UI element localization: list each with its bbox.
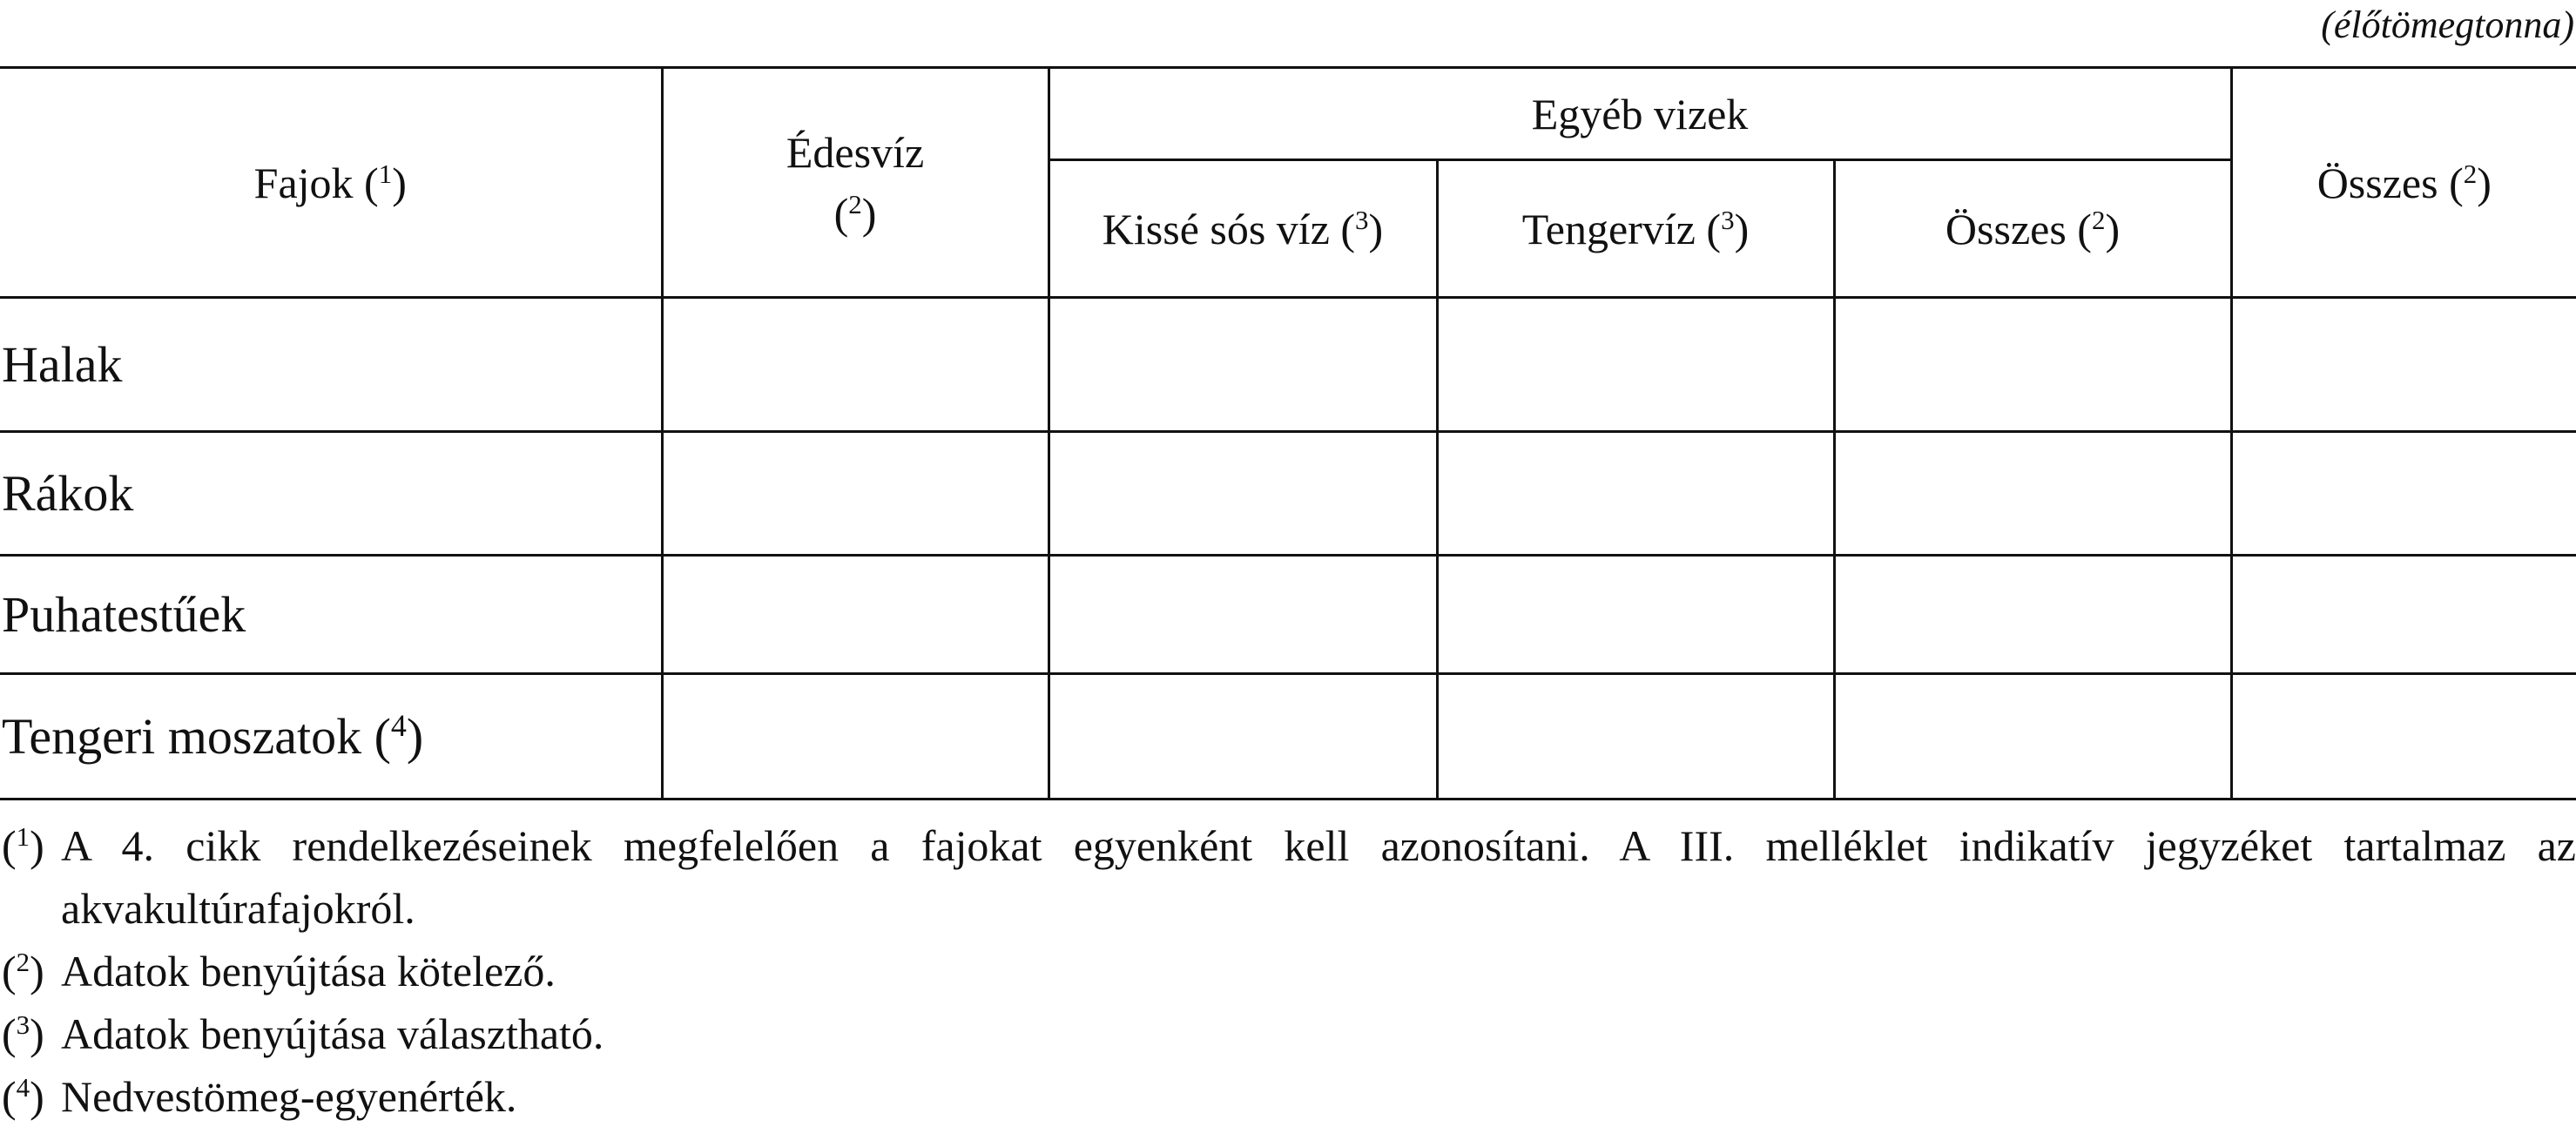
header-freshwater: Édesvíz ($^2$) bbox=[662, 68, 1049, 298]
row-label-text: Rákok bbox=[2, 465, 134, 522]
header-brackish-ref: 3 bbox=[1355, 204, 1369, 235]
footnote-1 bbox=[0, 814, 2576, 940]
footnote-num-sup: 3 bbox=[16, 1009, 30, 1040]
table-row bbox=[0, 674, 2576, 800]
header-total-ref: 2 bbox=[2463, 158, 2478, 189]
aquaculture-production-table bbox=[0, 66, 2576, 800]
table-cell bbox=[2231, 674, 2576, 800]
header-brackish: Kissé sós víz ($^3$) bbox=[1049, 160, 1437, 298]
row-label-text: Tengeri moszatok bbox=[2, 708, 362, 765]
footnote-text: A 4. cikk rendelkezéseinek megfelelően a fajokat egyenként kell azonosítani. A III. melléklet indikatív jegyzéket tartalmaz az akvakultúrafajokról. bbox=[61, 821, 2576, 933]
header-species-ref: 1 bbox=[378, 158, 393, 189]
header-species-label: Fajok bbox=[253, 158, 354, 207]
header-marine: Tengervíz ($^3$) bbox=[1437, 160, 1834, 298]
footnote-number: ($^1$) bbox=[2, 820, 44, 870]
table-cell bbox=[662, 556, 1049, 674]
row-label-fish bbox=[0, 298, 662, 432]
row-label-crustaceans bbox=[0, 432, 662, 556]
table-row bbox=[0, 298, 2576, 432]
header-freshwater-label: Édesvíz bbox=[786, 127, 925, 177]
header-marine-ref: 3 bbox=[1721, 204, 1735, 235]
table-cell bbox=[1437, 674, 1834, 800]
table-cell bbox=[1049, 674, 1437, 800]
header-other-waters-label: Egyéb vizek bbox=[1531, 89, 1749, 138]
table-row bbox=[0, 556, 2576, 674]
unit-label: (élőtömegtonna) bbox=[2321, 3, 2574, 46]
table-cell bbox=[1834, 556, 2231, 674]
footnote-4 bbox=[0, 1065, 2576, 1128]
header-species: Fajok ($^1$) bbox=[0, 68, 662, 298]
header-other-total: Összes ($^2$) bbox=[1834, 160, 2231, 298]
table-cell bbox=[1834, 432, 2231, 556]
row-label-text: Puhatestűek bbox=[2, 586, 246, 643]
table-cell bbox=[1437, 556, 1834, 674]
row-label-text: Halak bbox=[2, 336, 123, 393]
table-cell bbox=[1834, 674, 2231, 800]
footnote-number: ($^2$) bbox=[2, 946, 44, 995]
footnote-number: ($^3$) bbox=[2, 1009, 44, 1058]
table-cell bbox=[2231, 556, 2576, 674]
header-total: Összes ($^2$) bbox=[2231, 68, 2576, 298]
table-cell bbox=[1437, 298, 1834, 432]
table-cell bbox=[662, 432, 1049, 556]
table-cell bbox=[662, 674, 1049, 800]
table-cell bbox=[1049, 432, 1437, 556]
table-cell bbox=[1049, 298, 1437, 432]
header-other-total-label: Összes bbox=[1945, 204, 2067, 253]
footnote-3 bbox=[0, 1002, 2576, 1065]
footnote-num-sup: 4 bbox=[16, 1071, 30, 1103]
footnotes bbox=[0, 814, 2576, 1128]
footnote-num-sup: 2 bbox=[16, 946, 30, 977]
header-total-label: Összes bbox=[2316, 158, 2438, 207]
header-other-total-ref: 2 bbox=[2091, 204, 2106, 235]
footnote-2 bbox=[0, 940, 2576, 1002]
table-cell bbox=[2231, 298, 2576, 432]
row-label-seaweeds: Tengeri moszatok ($^4$) bbox=[0, 674, 662, 800]
footnote-num-sup: 1 bbox=[16, 820, 30, 852]
table-cell bbox=[2231, 432, 2576, 556]
header-brackish-label: Kissé sós víz bbox=[1102, 204, 1330, 253]
row-label-molluscs bbox=[0, 556, 662, 674]
footnote-text: Adatok benyújtása választható. bbox=[61, 1009, 604, 1058]
header-row-top bbox=[0, 68, 2576, 160]
row-label-ref: 4 bbox=[390, 708, 407, 744]
header-other-waters bbox=[1049, 68, 2231, 160]
header-freshwater-ref: 2 bbox=[848, 188, 862, 219]
footnote-text: Adatok benyújtása kötelező. bbox=[61, 947, 556, 995]
table-cell bbox=[1834, 298, 2231, 432]
table-row bbox=[0, 432, 2576, 556]
table-cell bbox=[1437, 432, 1834, 556]
table-cell bbox=[662, 298, 1049, 432]
table-cell bbox=[1049, 556, 1437, 674]
footnote-text: Nedvestömeg-egyenérték. bbox=[61, 1072, 517, 1121]
footnote-number: ($^4$) bbox=[2, 1071, 44, 1121]
header-marine-label: Tengervíz bbox=[1521, 204, 1696, 253]
